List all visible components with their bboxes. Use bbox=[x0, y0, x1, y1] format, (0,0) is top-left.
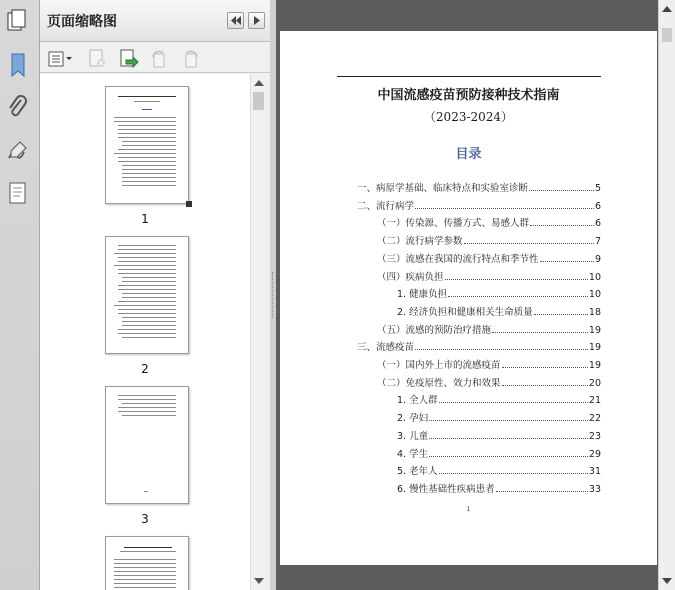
scrollbar-thumb[interactable] bbox=[662, 28, 672, 42]
document-title: 中国流感疫苗预防接种技术指南 bbox=[377, 88, 560, 103]
toc-leader-dots bbox=[464, 243, 594, 244]
toc-leader-dots bbox=[534, 314, 588, 315]
document-page bbox=[280, 31, 657, 565]
toc-entry-page: 6 bbox=[594, 218, 601, 230]
toc-entry-title: （三）流感在我国的流行特点和季节性 bbox=[377, 253, 539, 265]
toc-entry-title: 2. 经济负担和健康相关生命质量 bbox=[397, 306, 533, 318]
bookmark-icon[interactable] bbox=[6, 52, 30, 78]
toc-leader-dots bbox=[429, 420, 588, 421]
toc-entry-title: 5. 老年人 bbox=[397, 466, 438, 478]
toc-entry-page: 7 bbox=[594, 236, 601, 248]
toc-heading: 目录 bbox=[455, 147, 482, 162]
toc-entry-title: 一、病原学基础、临床特点和实验室诊断 bbox=[357, 183, 529, 194]
toc-entry-title: 4. 学生 bbox=[397, 448, 429, 460]
toc-entry[interactable] bbox=[357, 178, 601, 194]
signature-icon[interactable] bbox=[6, 138, 30, 164]
toc-entry-page: 33 bbox=[588, 483, 601, 495]
toc-leader-dots bbox=[529, 190, 594, 191]
thumbnail-toolbar bbox=[40, 43, 270, 73]
panel-title: 页面缩略图 bbox=[47, 14, 117, 30]
attachment-icon[interactable] bbox=[6, 95, 30, 121]
toc-entry-page: 6 bbox=[594, 200, 601, 212]
toc-entry-page: 29 bbox=[588, 448, 601, 460]
toc-leader-dots bbox=[415, 349, 588, 350]
pages-panel-icon[interactable] bbox=[6, 8, 28, 34]
toc-entry[interactable] bbox=[397, 408, 601, 424]
toc-leader-dots bbox=[502, 385, 588, 386]
scroll-up-icon[interactable] bbox=[254, 80, 264, 86]
layers-icon[interactable] bbox=[6, 180, 30, 206]
toc-leader-dots bbox=[439, 402, 588, 403]
toc-entry-page: 5 bbox=[594, 183, 601, 194]
panel-header bbox=[40, 0, 270, 42]
toc-entry[interactable] bbox=[377, 213, 601, 229]
toc-entry-title: 二、流行病学 bbox=[357, 200, 415, 212]
navigation-pane-toolbar bbox=[0, 0, 40, 590]
toc-leader-dots bbox=[530, 225, 594, 226]
delete-page-icon bbox=[86, 48, 108, 70]
toc-entry-page: 19 bbox=[588, 342, 601, 354]
thumbnail-label: 1 bbox=[141, 212, 149, 226]
page-thumbnail-3[interactable] bbox=[105, 386, 189, 504]
toc-entry-title: （二）免疫原性、效力和效果 bbox=[377, 377, 501, 389]
page-thumbnail-2[interactable] bbox=[105, 236, 189, 354]
insert-page-icon[interactable] bbox=[118, 48, 140, 70]
toc-entry-title: 3. 儿童 bbox=[397, 430, 429, 442]
toc-entry[interactable] bbox=[377, 320, 601, 336]
toc-entry-page: 10 bbox=[588, 289, 601, 301]
document-scrollbar[interactable] bbox=[658, 0, 675, 590]
toc-leader-dots bbox=[492, 332, 588, 333]
collapse-panel-button[interactable] bbox=[227, 12, 244, 29]
rotate-ccw-icon bbox=[148, 48, 170, 70]
toc-entry[interactable] bbox=[377, 267, 601, 283]
toc-leader-dots bbox=[415, 208, 594, 209]
toc-entry[interactable] bbox=[397, 390, 601, 406]
toc-entry[interactable] bbox=[397, 426, 601, 442]
toc-leader-dots bbox=[540, 261, 594, 262]
toc-leader-dots bbox=[429, 438, 588, 439]
toc-entry-page: 23 bbox=[588, 430, 601, 442]
toc-entry[interactable] bbox=[397, 444, 601, 460]
scroll-up-icon[interactable] bbox=[662, 6, 672, 12]
toc-entry-page: 18 bbox=[588, 306, 601, 318]
toc-entry-page: 21 bbox=[588, 395, 601, 407]
toc-entry-page: 20 bbox=[588, 377, 601, 389]
toc-entry-title: 1. 全人群 bbox=[397, 395, 438, 407]
toc-entry[interactable] bbox=[397, 302, 601, 318]
toc-entry-page: 22 bbox=[588, 413, 601, 425]
toc-entry[interactable] bbox=[357, 196, 601, 212]
rotate-cw-icon bbox=[180, 48, 202, 70]
page-thumbnail-1[interactable] bbox=[105, 86, 189, 204]
toc-entry-title: 6. 慢性基础性疾病患者 bbox=[397, 483, 495, 495]
toc-entry[interactable] bbox=[377, 355, 601, 371]
toc-leader-dots bbox=[429, 456, 588, 457]
document-subtitle: （2023-2024） bbox=[423, 110, 514, 124]
toc-leader-dots bbox=[439, 473, 588, 474]
toc-entry[interactable] bbox=[397, 461, 601, 477]
title-rule bbox=[337, 76, 601, 77]
toc-entry-page: 10 bbox=[588, 271, 601, 283]
toc-leader-dots bbox=[448, 296, 588, 297]
scroll-down-icon[interactable] bbox=[254, 578, 264, 584]
thumbnail-scrollbar[interactable] bbox=[250, 74, 266, 590]
toc-leader-dots bbox=[496, 491, 588, 492]
toc-entry-title: 三、流感疫苗 bbox=[357, 342, 415, 354]
toc-entry[interactable] bbox=[377, 249, 601, 265]
page-thumbnails-panel bbox=[40, 0, 270, 590]
toc-leader-dots bbox=[445, 279, 588, 280]
thumbnail-label: 3 bbox=[141, 512, 149, 526]
thumbnail-options-icon[interactable] bbox=[47, 48, 73, 70]
toc-entry-page: 19 bbox=[588, 360, 601, 371]
thumbnail-label: 2 bbox=[141, 362, 149, 376]
thumbnail-list bbox=[40, 74, 250, 590]
toc-entry-page: 31 bbox=[588, 466, 601, 478]
toc-entry-page: 19 bbox=[588, 324, 601, 336]
toc-entry[interactable] bbox=[397, 284, 601, 300]
toc-entry[interactable] bbox=[377, 373, 601, 389]
toc-entry-title: （一）传染源、传播方式、易感人群 bbox=[377, 218, 530, 230]
page-number: 1 bbox=[466, 506, 471, 513]
toc-entry-title: 1. 健康负担 bbox=[397, 289, 448, 301]
scroll-down-icon[interactable] bbox=[662, 578, 672, 584]
toc-entry-title: （一）国内外上市的流感疫苗 bbox=[377, 360, 501, 371]
toc-entry-title: 2. 孕妇 bbox=[397, 413, 429, 425]
toc-entry-title: （五）流感的预防治疗措施 bbox=[377, 324, 492, 336]
toc-entry-title: （四）疾病负担 bbox=[377, 271, 444, 283]
panel-options-button[interactable] bbox=[248, 12, 265, 29]
toc-entry-page: 9 bbox=[594, 253, 601, 265]
toc-entry[interactable] bbox=[357, 337, 601, 353]
document-view bbox=[276, 0, 658, 590]
toc-entry[interactable] bbox=[377, 231, 601, 247]
toc-entry-title: （二）流行病学参数 bbox=[377, 236, 463, 248]
toc-entry[interactable] bbox=[397, 479, 601, 495]
page-thumbnail-4[interactable] bbox=[105, 536, 189, 590]
scrollbar-thumb[interactable] bbox=[253, 92, 264, 110]
toc-leader-dots bbox=[502, 367, 588, 368]
